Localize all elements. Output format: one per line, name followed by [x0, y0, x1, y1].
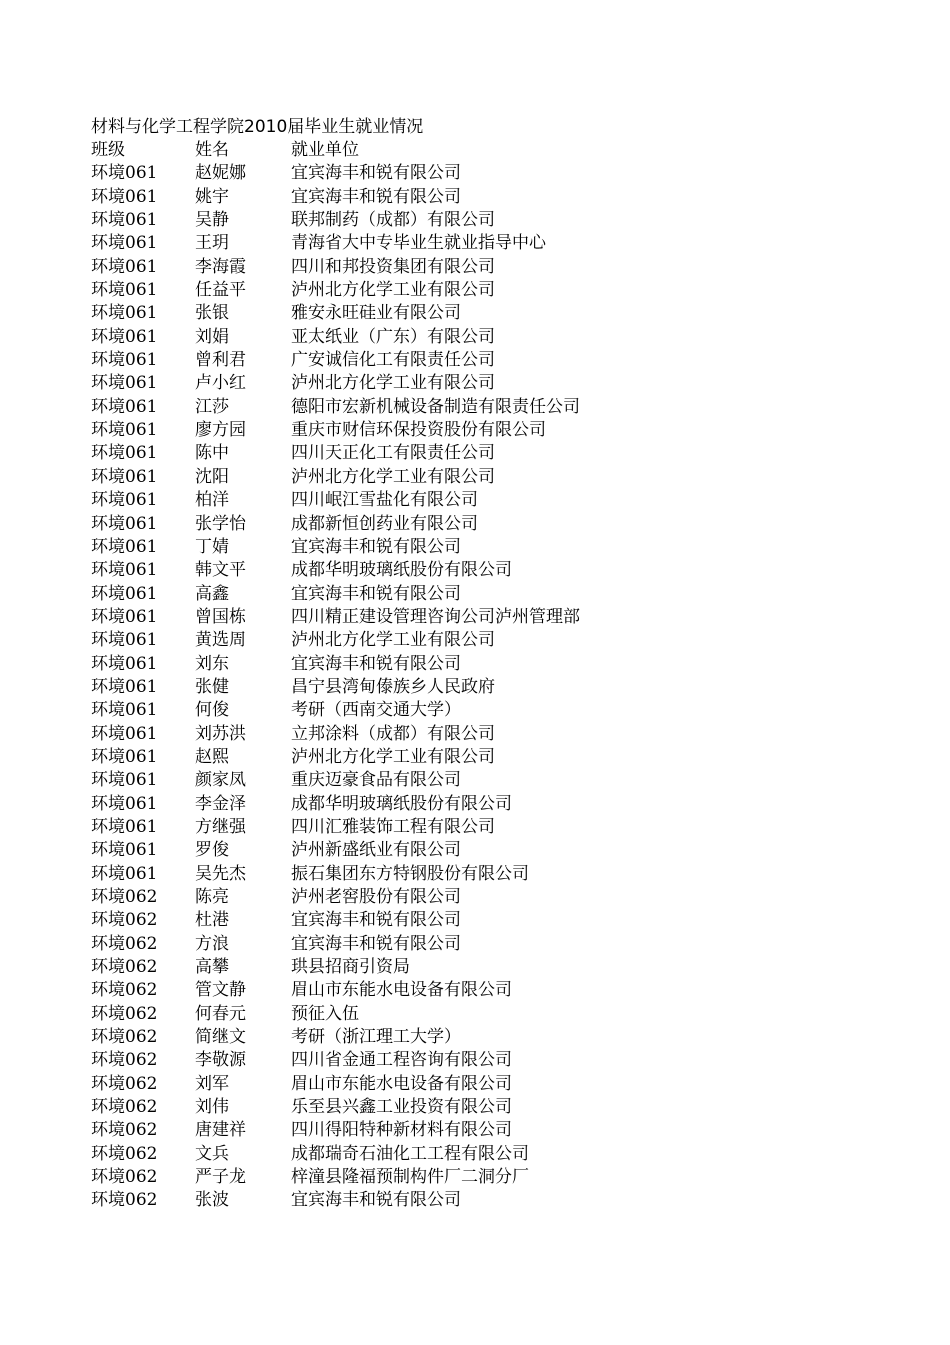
cell-class: 环境062: [91, 957, 158, 978]
cell-name: 陈中: [195, 443, 229, 464]
cell-class: 环境061: [91, 303, 158, 324]
cell-class: 环境062: [91, 1097, 158, 1118]
cell-unit: 泸州北方化学工业有限公司: [291, 746, 495, 767]
cell-name: 张银: [195, 303, 229, 324]
table-row: [91, 629, 651, 652]
header-class: 班级: [91, 140, 125, 160]
cell-unit: 联邦制药（成都）有限公司: [291, 210, 495, 231]
table-row: [91, 653, 651, 676]
cell-name: 高鑫: [195, 583, 229, 604]
table-row: [91, 232, 651, 255]
cell-class: 环境061: [91, 583, 158, 604]
cell-unit: 立邦涂料（成都）有限公司: [291, 723, 495, 744]
cell-name: 沈阳: [195, 466, 229, 487]
cell-unit: 宜宾海丰和锐有限公司: [291, 910, 461, 931]
cell-name: 唐建祥: [195, 1120, 246, 1141]
cell-class: 环境061: [91, 770, 158, 791]
cell-name: 李敬源: [195, 1050, 246, 1071]
table-row: [91, 1073, 651, 1096]
table-row: [91, 863, 651, 886]
cell-unit: 昌宁县湾甸傣族乡人民政府: [291, 676, 495, 697]
cell-class: 环境061: [91, 350, 158, 371]
table-row: [91, 186, 651, 209]
cell-class: 环境061: [91, 163, 158, 184]
cell-class: 环境062: [91, 1120, 158, 1141]
cell-unit: 泸州老窖股份有限公司: [291, 887, 461, 907]
cell-unit: 宜宾海丰和锐有限公司: [291, 163, 461, 184]
cell-unit: 四川天正化工有限责任公司: [291, 443, 495, 464]
cell-unit: 宜宾海丰和锐有限公司: [291, 536, 461, 557]
cell-class: 环境062: [91, 887, 158, 907]
cell-name: 张学怡: [195, 513, 246, 534]
cell-class: 环境062: [91, 1027, 158, 1048]
cell-name: 管文静: [195, 980, 246, 1001]
table-row: [91, 1049, 651, 1072]
cell-unit: 四川省金通工程咨询有限公司: [291, 1050, 512, 1071]
cell-name: 卢小红: [195, 373, 246, 394]
table-row: [91, 1096, 651, 1119]
table-row: [91, 209, 651, 232]
table-row: [91, 769, 651, 792]
table-row: [91, 1143, 651, 1166]
cell-unit: 重庆迈豪食品有限公司: [291, 770, 461, 791]
cell-name: 何俊: [195, 700, 229, 721]
cell-class: 环境061: [91, 256, 158, 277]
cell-unit: 预征入伍: [291, 1003, 359, 1024]
cell-unit: 宜宾海丰和锐有限公司: [291, 1190, 461, 1211]
cell-class: 环境061: [91, 466, 158, 487]
table-row: [91, 302, 651, 325]
cell-name: 黄选周: [195, 630, 246, 651]
cell-class: 环境061: [91, 396, 158, 417]
cell-class: 环境061: [91, 863, 158, 884]
cell-unit: 重庆市财信环保投资股份有限公司: [291, 420, 546, 441]
cell-unit: 考研（浙江理工大学）: [291, 1027, 461, 1048]
cell-name: 丁婧: [195, 536, 229, 557]
cell-class: 环境061: [91, 233, 158, 254]
cell-class: 环境061: [91, 676, 158, 697]
cell-class: 环境061: [91, 793, 158, 814]
table-row: [91, 419, 651, 442]
cell-unit: 考研（西南交通大学）: [291, 700, 461, 721]
cell-unit: 亚太纸业（广东）有限公司: [291, 326, 495, 347]
cell-unit: 宜宾海丰和锐有限公司: [291, 653, 461, 674]
cell-class: 环境061: [91, 210, 158, 231]
cell-unit: 成都瑞奇石油化工工程有限公司: [291, 1143, 529, 1164]
table-row: [91, 372, 651, 395]
table-row: [91, 513, 651, 536]
cell-class: 环境062: [91, 910, 158, 931]
cell-class: 环境061: [91, 443, 158, 464]
cell-name: 刘东: [195, 653, 229, 674]
cell-name: 杜港: [195, 910, 229, 931]
cell-name: 刘苏洪: [195, 723, 246, 744]
table-row: [91, 1026, 651, 1049]
cell-unit: 广安诚信化工有限责任公司: [291, 350, 495, 371]
table-row: [91, 1166, 651, 1189]
cell-unit: 四川得阳特种新材料有限公司: [291, 1120, 512, 1141]
cell-name: 赵妮娜: [195, 163, 246, 184]
table-row: [91, 933, 651, 956]
header-row: [91, 139, 651, 162]
cell-class: 环境062: [91, 933, 158, 954]
cell-unit: 眉山市东能水电设备有限公司: [291, 980, 512, 1001]
cell-unit: 泸州新盛纸业有限公司: [291, 840, 461, 861]
table-row: [91, 536, 651, 559]
cell-class: 环境061: [91, 280, 158, 301]
cell-name: 任益平: [195, 280, 246, 301]
cell-class: 环境061: [91, 513, 158, 534]
cell-name: 韩文平: [195, 560, 246, 581]
cell-class: 环境062: [91, 1073, 158, 1094]
table-row: [91, 606, 651, 629]
cell-unit: 泸州北方化学工业有限公司: [291, 630, 495, 651]
cell-class: 环境062: [91, 1167, 158, 1188]
cell-name: 刘军: [195, 1073, 229, 1094]
cell-class: 环境061: [91, 560, 158, 581]
cell-name: 刘娟: [195, 326, 229, 347]
table-row: [91, 1119, 651, 1142]
cell-name: 李金泽: [195, 793, 246, 814]
table-row: [91, 956, 651, 979]
table-body: [91, 162, 651, 1212]
employment-sheet: [91, 115, 651, 1213]
table-row: [91, 816, 651, 839]
cell-unit: 四川和邦投资集团有限公司: [291, 256, 495, 277]
cell-name: 陈亮: [195, 887, 229, 907]
cell-class: 环境061: [91, 186, 158, 207]
cell-name: 方浪: [195, 933, 229, 954]
cell-class: 环境061: [91, 746, 158, 767]
cell-unit: 四川岷江雪盐化有限公司: [291, 490, 478, 511]
cell-unit: 德阳市宏新机械设备制造有限责任公司: [291, 396, 580, 417]
cell-class: 环境061: [91, 630, 158, 651]
cell-class: 环境061: [91, 420, 158, 441]
cell-class: 环境062: [91, 1190, 158, 1211]
table-row: [91, 256, 651, 279]
cell-name: 颜家凤: [195, 770, 246, 791]
cell-name: 姚宇: [195, 186, 229, 207]
table-row: [91, 979, 651, 1002]
cell-class: 环境061: [91, 606, 158, 627]
cell-unit: 振石集团东方特钢股份有限公司: [291, 863, 529, 884]
table-row: [91, 676, 651, 699]
table-row: [91, 489, 651, 512]
cell-class: 环境061: [91, 536, 158, 557]
cell-class: 环境061: [91, 816, 158, 837]
table-row: [91, 279, 651, 302]
cell-name: 罗俊: [195, 840, 229, 861]
cell-unit: 泸州北方化学工业有限公司: [291, 373, 495, 394]
cell-name: 江莎: [195, 396, 229, 417]
table-row: [91, 326, 651, 349]
cell-unit: 泸州北方化学工业有限公司: [291, 280, 495, 301]
cell-class: 环境061: [91, 840, 158, 861]
table-row: [91, 559, 651, 582]
cell-class: 环境062: [91, 1050, 158, 1071]
cell-name: 曾利君: [195, 350, 246, 371]
table-row: [91, 839, 651, 862]
cell-unit: 梓潼县隆福预制构件厂二洞分厂: [291, 1167, 529, 1188]
cell-name: 方继强: [195, 816, 246, 837]
cell-unit: 乐至县兴鑫工业投资有限公司: [291, 1097, 512, 1118]
table-row: [91, 699, 651, 722]
cell-class: 环境061: [91, 373, 158, 394]
table-row: [91, 723, 651, 746]
cell-class: 环境061: [91, 490, 158, 511]
cell-class: 环境062: [91, 980, 158, 1001]
table-row: [91, 909, 651, 932]
cell-class: 环境061: [91, 723, 158, 744]
cell-name: 廖方园: [195, 420, 246, 441]
cell-name: 赵熙: [195, 746, 229, 767]
cell-unit: 成都华明玻璃纸股份有限公司: [291, 793, 512, 814]
cell-unit: 成都华明玻璃纸股份有限公司: [291, 560, 512, 581]
cell-class: 环境061: [91, 700, 158, 721]
cell-name: 李海霞: [195, 256, 246, 277]
cell-name: 高攀: [195, 957, 229, 978]
table-row: [91, 1189, 651, 1212]
table-row: [91, 583, 651, 606]
table-row: [91, 793, 651, 816]
header-unit: 就业单位: [291, 140, 359, 160]
table-row: [91, 746, 651, 769]
cell-unit: 宜宾海丰和锐有限公司: [291, 186, 461, 207]
cell-name: 柏洋: [195, 490, 229, 511]
table-row: [91, 162, 651, 185]
table-row: [91, 466, 651, 489]
cell-name: 简继文: [195, 1027, 246, 1048]
cell-unit: 宜宾海丰和锐有限公司: [291, 583, 461, 604]
cell-name: 曾国栋: [195, 606, 246, 627]
cell-unit: 四川精正建设管理咨询公司泸州管理部: [291, 606, 580, 627]
table-row: [91, 396, 651, 419]
sheet-title: 材料与化学工程学院2010届毕业生就业情况: [91, 117, 424, 137]
cell-class: 环境061: [91, 326, 158, 347]
table-row: [91, 349, 651, 372]
cell-unit: 雅安永旺硅业有限公司: [291, 303, 461, 324]
table-row: [91, 1003, 651, 1026]
cell-unit: 成都新恒创药业有限公司: [291, 513, 478, 534]
cell-class: 环境061: [91, 653, 158, 674]
cell-name: 张波: [195, 1190, 229, 1211]
cell-unit: 青海省大中专毕业生就业指导中心: [291, 233, 546, 254]
cell-name: 严子龙: [195, 1167, 246, 1188]
cell-name: 吴静: [195, 210, 229, 231]
cell-name: 王玥: [195, 233, 229, 254]
cell-name: 何春元: [195, 1003, 246, 1024]
header-name: 姓名: [195, 140, 229, 160]
cell-name: 文兵: [195, 1143, 229, 1164]
table-row: [91, 442, 651, 465]
cell-unit: 四川汇雅装饰工程有限公司: [291, 816, 495, 837]
cell-name: 张健: [195, 676, 229, 697]
table-row: [91, 886, 651, 909]
cell-unit: 眉山市东能水电设备有限公司: [291, 1073, 512, 1094]
cell-name: 吴先杰: [195, 863, 246, 884]
cell-class: 环境062: [91, 1003, 158, 1024]
cell-name: 刘伟: [195, 1097, 229, 1118]
cell-class: 环境062: [91, 1143, 158, 1164]
cell-unit: 泸州北方化学工业有限公司: [291, 466, 495, 487]
cell-unit: 珙县招商引资局: [291, 957, 410, 978]
cell-unit: 宜宾海丰和锐有限公司: [291, 933, 461, 954]
